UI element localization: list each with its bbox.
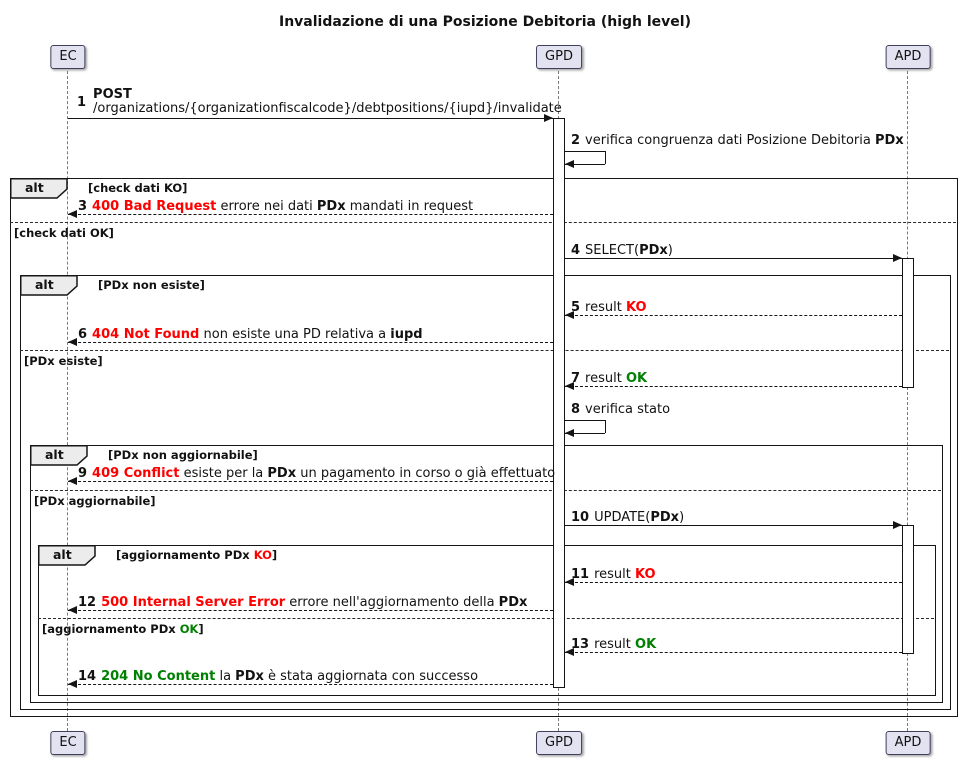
activation-apd-update — [902, 525, 914, 654]
message-14-label: 14 204 No Content la PDx è stata aggiornata con successo — [78, 669, 479, 684]
arrowhead-left-icon — [565, 429, 574, 437]
actor-apd-bottom: APD — [886, 731, 931, 755]
message-8-arrow — [605, 420, 606, 433]
alt-operator-label: alt — [35, 277, 54, 292]
else-guard-label-4: [aggiornamento PDx OK] — [42, 622, 204, 636]
arrowhead-right-icon — [893, 521, 902, 529]
alt-operator-label: alt — [25, 180, 44, 195]
message-5-label: 5 result KO — [571, 300, 647, 315]
guard-label-4: [aggiornamento PDx KO] — [116, 548, 278, 562]
message-10-arrow — [565, 525, 902, 526]
arrowhead-left-icon — [68, 477, 77, 485]
else-divider-1 — [10, 222, 956, 223]
guard-label-3: [PDx non aggiornabile] — [108, 448, 258, 462]
message-9-label: 9 409 Conflict esiste per la PDx un pagamento in corso o già effettuato — [78, 466, 556, 481]
alt-operator-badge-1 — [10, 178, 68, 199]
guard-label-1: [check dati KO] — [88, 181, 188, 195]
message-8-arrow — [565, 420, 605, 421]
message-7-label: 7 result OK — [571, 371, 648, 386]
message-11-label: 11 result KO — [571, 567, 656, 582]
message-1-label: 1 POST /organizations/{organizationfiscalcode}/debtpositions/{iupd}/invalidate — [77, 87, 562, 116]
actor-ec-bottom: EC — [50, 731, 85, 755]
message-4-arrow — [565, 258, 902, 259]
guard-label-2: [PDx non esiste] — [98, 278, 205, 292]
message-2-arrow — [605, 151, 606, 164]
arrowhead-left-icon — [68, 606, 77, 614]
arrowhead-left-icon — [68, 210, 77, 218]
message-5-arrow — [565, 315, 902, 316]
arrowhead-right-icon — [893, 254, 902, 262]
else-divider-4 — [38, 618, 934, 619]
message-9-arrow — [68, 481, 553, 482]
activation-apd-select — [902, 258, 914, 388]
message-11-arrow — [565, 582, 902, 583]
message-12-label: 12 500 Internal Server Error errore nell'aggiornamento della PDx — [78, 595, 528, 610]
arrowhead-left-icon — [565, 160, 574, 168]
alt-operator-badge-3 — [30, 445, 88, 466]
message-10-label: 10 UPDATE(PDx) — [571, 510, 685, 525]
message-8-label: 8 verifica stato — [571, 402, 671, 417]
activation-gpd — [553, 118, 565, 688]
actor-apd-top: APD — [886, 45, 931, 69]
alt-operator-badge-4 — [38, 545, 96, 566]
message-12-arrow — [68, 610, 553, 611]
arrowhead-left-icon — [565, 578, 574, 586]
message-6-arrow — [68, 342, 553, 343]
actor-gpd-bottom: GPD — [536, 731, 582, 755]
arrowhead-left-icon — [565, 648, 574, 656]
message-2-arrow — [565, 151, 605, 152]
arrowhead-left-icon — [68, 680, 77, 688]
actor-ec-top: EC — [50, 45, 85, 69]
alt-operator-badge-2 — [20, 275, 78, 296]
else-guard-label-2: [PDx esiste] — [24, 354, 103, 368]
arrowhead-left-icon — [565, 311, 574, 319]
alt-operator-label: alt — [45, 447, 64, 462]
message-4-label: 4 SELECT(PDx) — [571, 243, 673, 258]
arrowhead-right-icon — [544, 114, 553, 122]
message-3-arrow — [68, 214, 553, 215]
else-guard-label-1: [check dati OK] — [14, 226, 114, 240]
message-14-arrow — [68, 684, 553, 685]
message-7-arrow — [565, 386, 902, 387]
actor-gpd-top: GPD — [536, 45, 582, 69]
message-13-arrow — [565, 652, 902, 653]
arrowhead-left-icon — [565, 382, 574, 390]
message-6-label: 6 404 Not Found non esiste una PD relativa a iupd — [78, 327, 423, 342]
message-13-label: 13 result OK — [571, 637, 657, 652]
else-divider-3 — [30, 490, 941, 491]
message-1-arrow — [68, 118, 553, 119]
message-3-label: 3 400 Bad Request errore nei dati PDx mandati in request — [78, 199, 474, 214]
alt-operator-label: alt — [53, 547, 72, 562]
else-divider-2 — [20, 350, 949, 351]
else-guard-label-3: [PDx aggiornabile] — [34, 494, 156, 508]
message-2-label: 2 verifica congruenza dati Posizione Debitoria PDx — [571, 133, 904, 148]
diagram-title: Invalidazione di una Posizione Debitoria (high level) — [279, 14, 691, 30]
arrowhead-left-icon — [68, 338, 77, 346]
